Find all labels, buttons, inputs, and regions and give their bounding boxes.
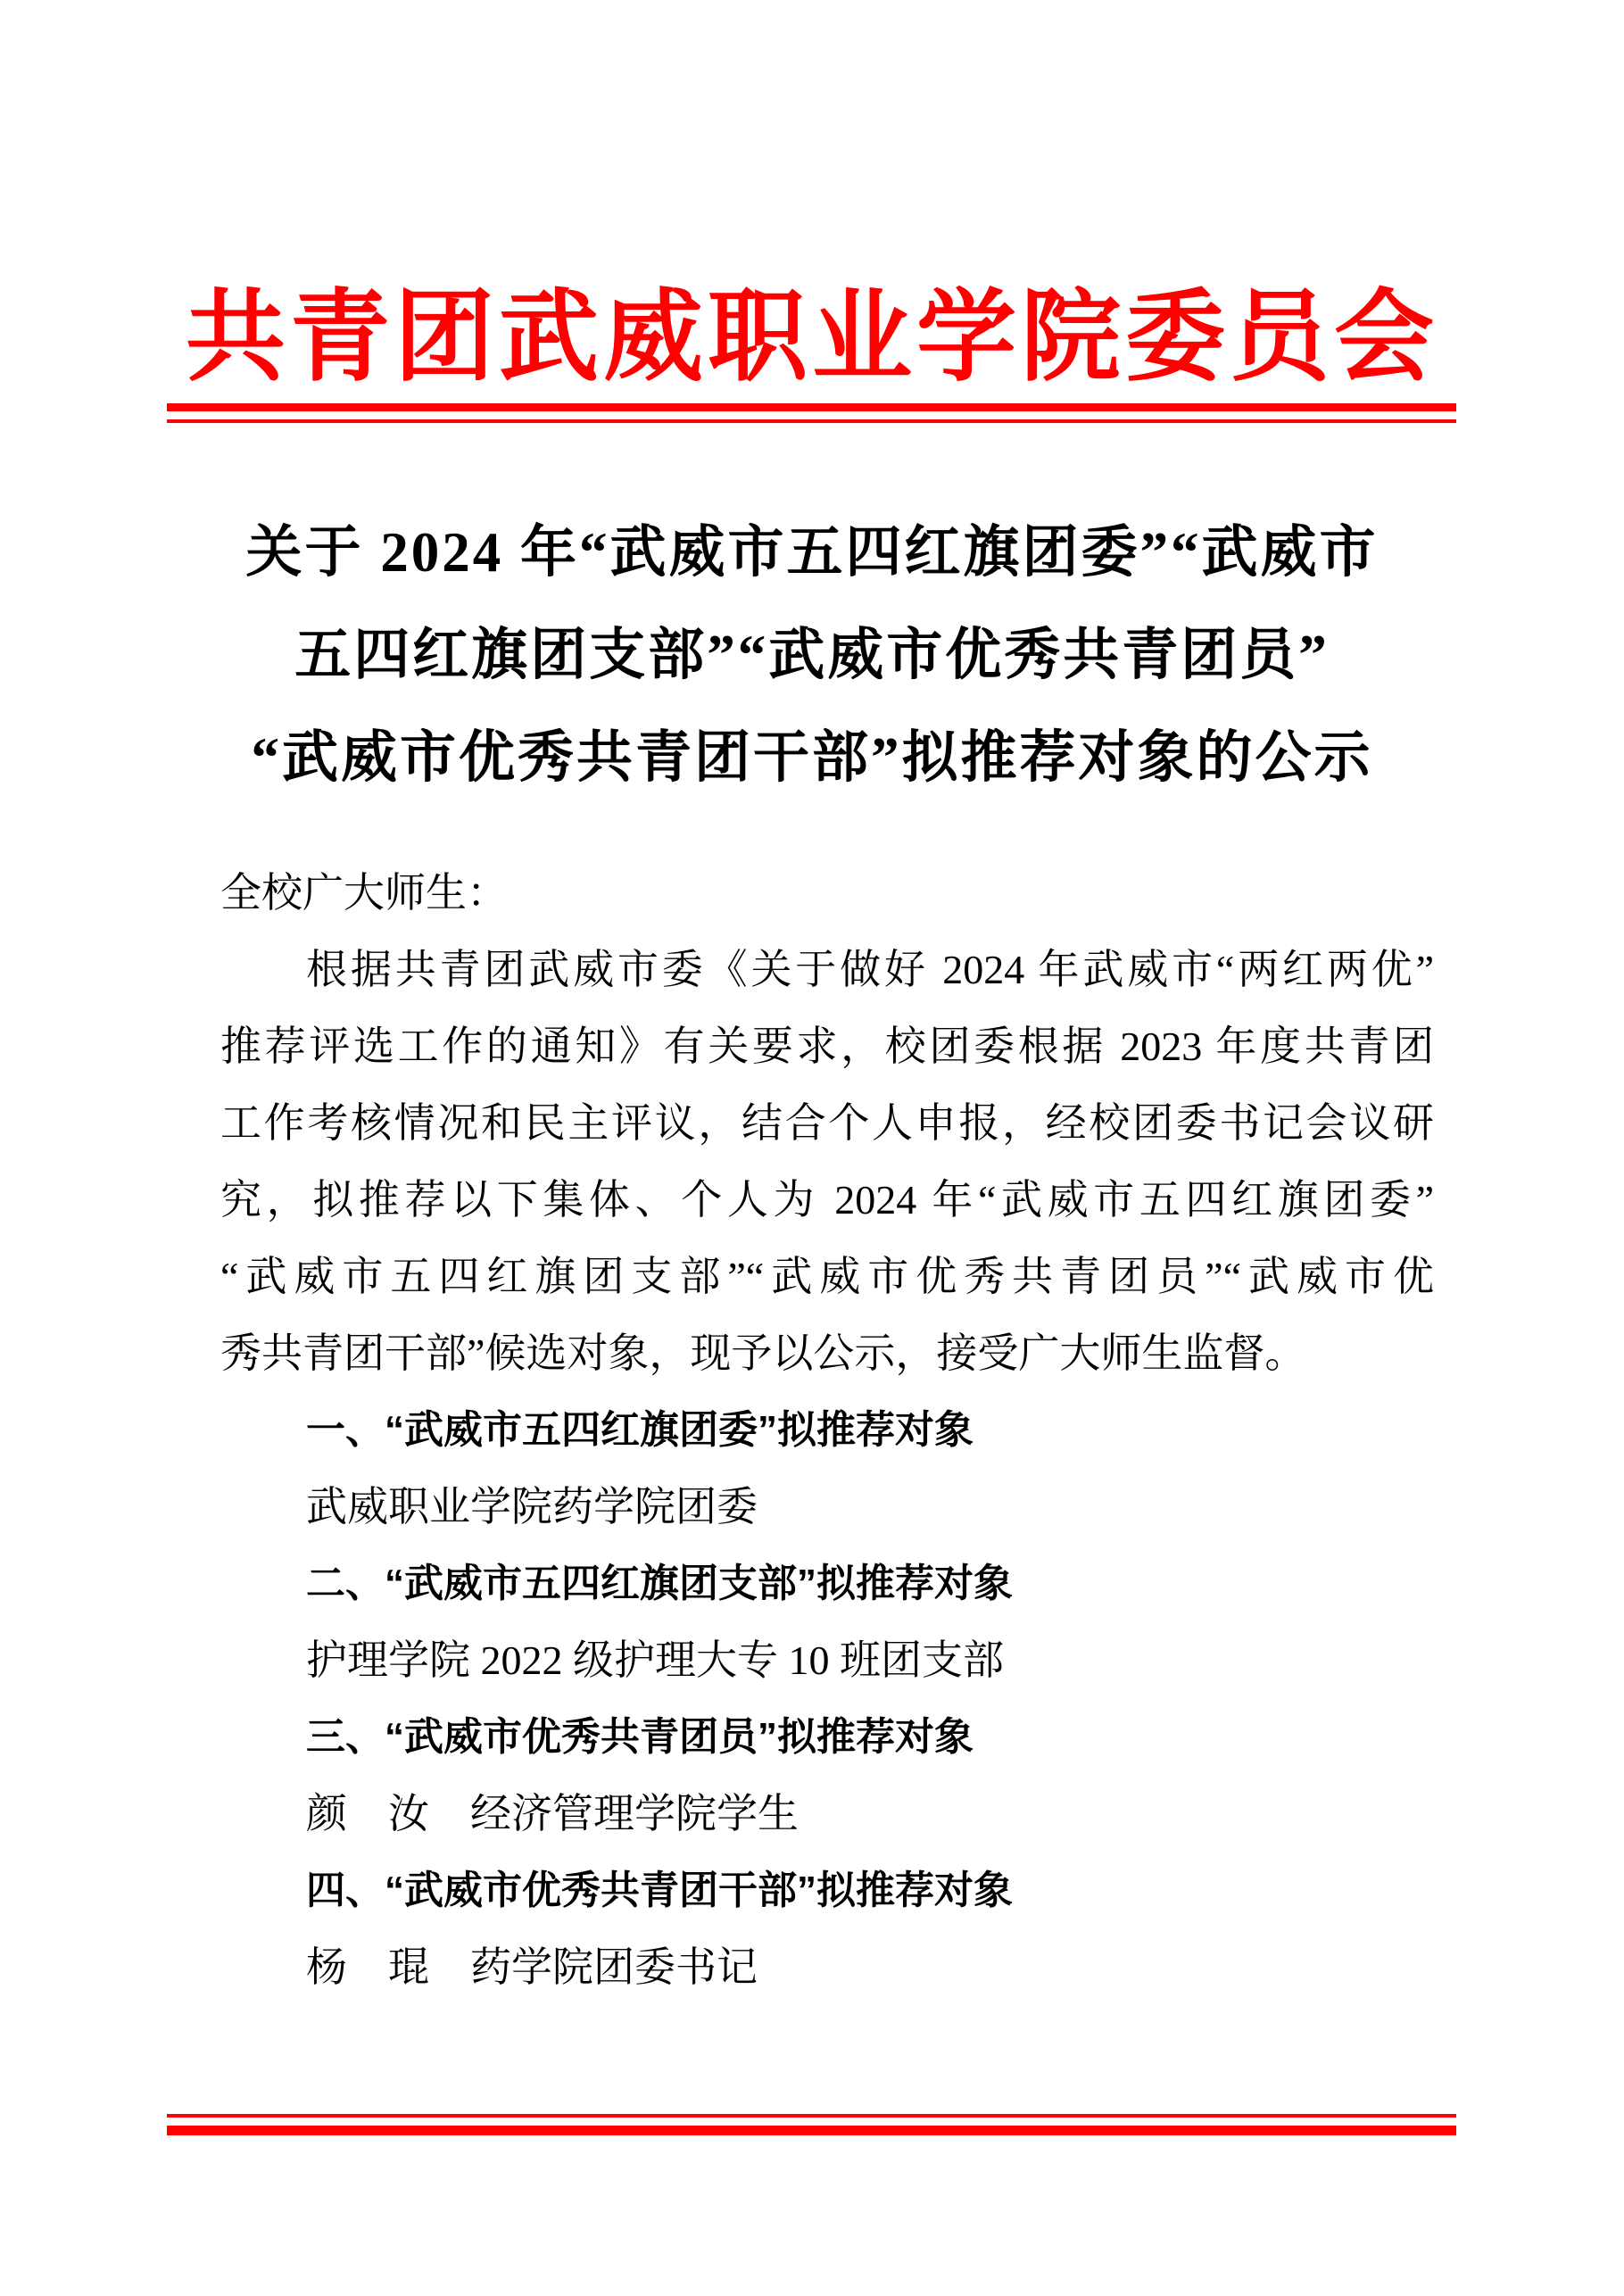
section-2-heading: 二、“武威市五四红旗团支部”拟推荐对象 <box>306 1562 1013 1605</box>
section-4-item: 杨 琨 药学院团委书记 <box>306 1944 758 1990</box>
footer-rule-thin <box>167 2114 1456 2118</box>
body-line-4: 究，拟推荐以下集体、个人为 2024 年“武威市五四红旗团委” <box>220 1177 1434 1223</box>
footer-rule-thick <box>167 2126 1456 2135</box>
section-1-item: 武威职业学院药学院团委 <box>306 1484 758 1529</box>
body-line-2: 推荐评选工作的通知》有关要求，校团委根据 2023 年度共青团 <box>220 1024 1434 1069</box>
section-2-item: 护理学院 2022 级护理大专 10 班团支部 <box>306 1637 1004 1683</box>
section-3-item: 颜 汝 经济管理学院学生 <box>306 1791 799 1836</box>
section-1-heading: 一、“武威市五四红旗团委”拟推荐对象 <box>306 1408 974 1452</box>
section-4-heading: 四、“武威市优秀共青团干部”拟推荐对象 <box>306 1869 1013 1912</box>
doc-title-line-3: “武威市优秀共青团干部”拟推荐对象的公示 <box>251 726 1373 789</box>
masthead-title: 共青团武威职业学院委员会 <box>186 283 1438 394</box>
body-block <box>220 855 1434 2006</box>
salutation: 全校广大师生： <box>220 870 508 916</box>
body-line-1: 根据共青团武威市委《关于做好 2024 年武威市“两红两优” <box>306 947 1434 992</box>
body-line-6: 秀共青团干部”候选对象，现予以公示，接受广大师生监督。 <box>220 1330 1306 1376</box>
section-3-heading: 三、“武威市优秀共青团员”拟推荐对象 <box>306 1715 974 1759</box>
body-line-3: 工作考核情况和民主评议，结合个人申报，经校团委书记会议研 <box>220 1100 1434 1146</box>
body-line-5: “武威市五四红旗团支部”“武威市优秀共青团员”“武威市优 <box>220 1254 1434 1299</box>
header-rule-thick <box>167 403 1456 411</box>
header-rule-thin <box>167 419 1456 423</box>
doc-title <box>98 501 1526 809</box>
doc-title-line-1: 关于 2024 年“武威市五四红旗团委”“武威市 <box>245 521 1379 584</box>
doc-title-line-2: 五四红旗团支部”“武威市优秀共青团员” <box>294 624 1330 686</box>
